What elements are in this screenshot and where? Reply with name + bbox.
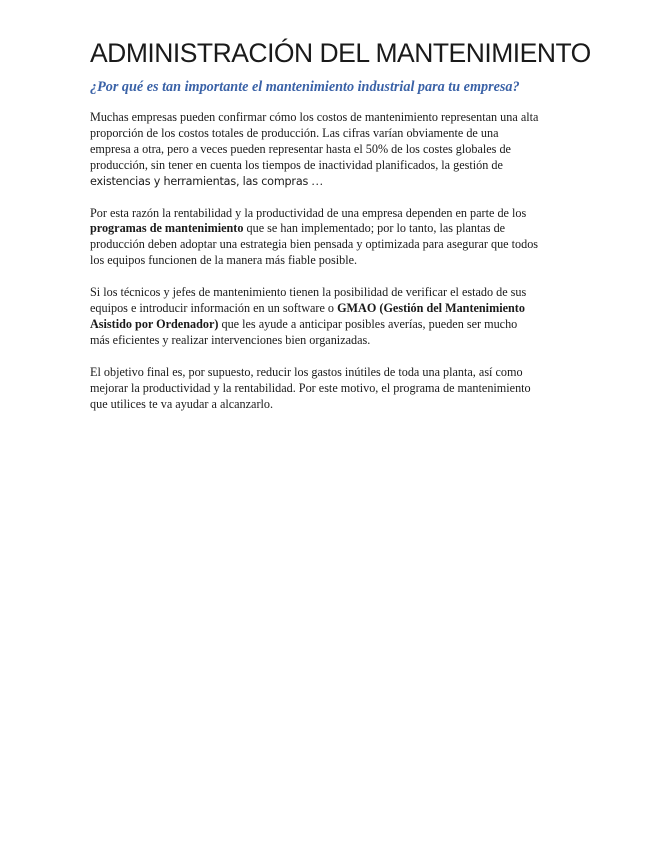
paragraph-2-line-2-rest: que se han implementado; por lo tanto, las plantas de — [243, 221, 506, 236]
paragraph-1 — [90, 110, 570, 190]
document-body — [90, 110, 570, 429]
paragraph-3-line-2-pre: equipos e introducir información en un software o — [90, 301, 338, 316]
page-subtitle: ¿Por qué es tan importante el mantenimiento industrial para tu empresa? — [90, 79, 520, 95]
paragraph-3-emphasis-2: Asistido por Ordenador) — [90, 316, 219, 331]
paragraph-3-line-4: más eficientes y realizar intervenciones bien organizadas. — [90, 332, 371, 347]
paragraph-1-line-5-main: existencias y herramientas, las compras — [90, 174, 309, 188]
paragraph-4-line-2: mejorar la productividad y la rentabilidad. Por este motivo, el programa de mantenimiento — [90, 380, 531, 395]
paragraph-2-line-2 — [90, 221, 570, 237]
paragraph-3-emphasis-1: GMAO (Gestión del Mantenimiento — [337, 301, 525, 316]
paragraph-2-emphasis: programas de mantenimiento — [90, 221, 244, 236]
paragraph-1-line-2: proporción de los costos totales de producción. Las cifras varían obviamente de una — [90, 125, 499, 140]
paragraph-2-line-3: producción deben adoptar una estrategia bien pensada y optimizada para asegurar que todos — [90, 237, 539, 252]
paragraph-2-line-1: Por esta razón la rentabilidad y la productividad de una empresa dependen en parte de los — [90, 205, 527, 220]
paragraph-3 — [90, 285, 570, 349]
paragraph-3-line-2 — [90, 301, 570, 317]
paragraph-4 — [90, 365, 570, 413]
paragraph-4-line-3: que utilices te va ayudar a alcanzarlo. — [90, 396, 274, 411]
page-title: ADMINISTRACIÓN DEL MANTENIMIENTO — [90, 38, 591, 68]
paragraph-2 — [90, 206, 570, 270]
paragraph-3-line-1: Si los técnicos y jefes de mantenimiento tienen la posibilidad de verificar el estado de sus — [90, 285, 527, 300]
paragraph-1-ellipsis: … — [308, 173, 324, 188]
paragraph-1-line-4: producción, sin tener en cuenta los tiempos de inactividad planificados, la gestión de — [90, 157, 503, 172]
paragraph-4-line-1: El objetivo final es, por supuesto, reducir los gastos inútiles de toda una planta, así como — [90, 364, 523, 379]
paragraph-3-line-3 — [90, 317, 570, 333]
paragraph-3-line-3-rest: que les ayude a anticipar posibles averías, pueden ser mucho — [218, 316, 518, 331]
paragraph-1-line-1: Muchas empresas pueden confirmar cómo los costos de mantenimiento representan una alta — [90, 110, 539, 124]
paragraph-1-line-3: empresa a otra, pero a veces pueden representar hasta el 50% de los costes globales de — [90, 141, 511, 156]
paragraph-2-line-4: los equipos funcionen de la manera más fiable posible. — [90, 253, 358, 268]
paragraph-1-line-5 — [90, 174, 570, 190]
